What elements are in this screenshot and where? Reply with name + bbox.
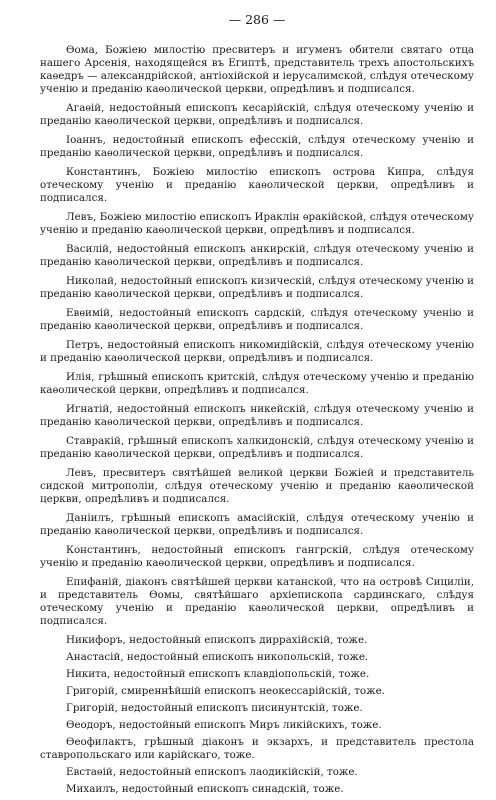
paragraph-ioann: Іоаннъ, недостойный епископъ ефесскій, слѣдуя отеческому ученію и преданію каѳолической церкви, опредѣливъ и подписался. <box>40 134 474 159</box>
paragraph-ignatius: Игнатій, недостойный епископъ никейскій, слѣдуя отеческому ученію и преданію каѳолической церкви, опредѣливъ и подписался. <box>40 403 474 428</box>
paragraph-gregory-neocaesarea: Григорій, смиреннѣйшій епископъ неокессарійскій, тоже. <box>66 685 385 697</box>
paragraph-nicholas: Николай, недостойный епископъ кизическій, слѣдуя отеческому ученію и преданію каѳолической церкви, опредѣливъ и подписался. <box>40 275 474 300</box>
paragraph-nicetas: Никита, недостойный епископъ клавдіопольскій, тоже. <box>66 668 370 680</box>
paragraph-elias: Илія, грѣшный епископъ критскій, слѣдуя отеческому ученію и преданію каѳолической церкви, опредѣливъ и подписался. <box>40 371 474 396</box>
paragraph-gregory-pessinus: Григорій, недостойный епископъ писинунтскій, тоже. <box>66 702 363 714</box>
page-number: — 286 — <box>228 12 286 27</box>
paragraph-constantine-cyprus: Константинъ, Божіею милостію епископъ острова Кипра, слѣдуя отеческому ученію и преданію каѳолической церкви, опредѣливъ и подписался. <box>40 166 474 204</box>
paragraph-thomas: Ѳома, Божіею милостію пресвитеръ и игуменъ обители святаго отца нашего Арсенія, находящейся въ Египтѣ, представитель трехъ апостольскихъ каѳедръ — александрійской, антіохійской и іерусалимской, слѣдуя отеческому ученію и преданію каѳолической церкви, опредѣливъ и подписался. <box>40 44 474 95</box>
paragraph-michael: Михаилъ, недостойный епископъ синадскій, тоже. <box>66 783 344 795</box>
paragraph-eustathius: Евстаѳій, недостойный епископъ лаодикійскій, тоже. <box>66 766 358 778</box>
paragraph-constantine-gangra: Константинъ, недостойный епископъ гангрскій, слѣдуя отеческому ученію и преданію каѳолической церкви, опредѣливъ и подписался. <box>40 544 474 569</box>
paragraph-epiphanius: Епифаній, діаконъ святѣйшей церкви катанской, что на островѣ Сициліи, и представитель Ѳомы, святѣйшаго архіепископа сардинскаго, слѣдуя отеческому ученію и преданію каѳолической церкви, опредѣливъ и подписался. <box>40 576 474 627</box>
paragraph-theodore: Ѳеодоръ, недостойный епископъ Миръ ликійскихъ, тоже. <box>66 719 382 731</box>
paragraph-leo-presbyter: Левъ, пресвитеръ святѣйшей великой церкви Божіей и представитель сидской митрополіи, слѣдуя отеческому ученію и преданію каѳолической церкви, опредѣливъ и подписался. <box>40 467 474 505</box>
paragraph-daniel: Даніилъ, грѣшный епископъ амасійскій, слѣдуя отеческому ученію и преданію каѳолической церкви, опредѣливъ и подписался. <box>40 512 474 537</box>
paragraph-stauracius: Ставракій, грѣшный епископъ халкидонскій, слѣдуя отеческому ученію и преданію каѳолической церкви, опредѣливъ и подписался. <box>40 435 474 460</box>
paragraph-nicephorus: Никифоръ, недостойный епископъ диррахійскій, тоже. <box>66 634 368 646</box>
paragraph-leo-heraclea: Левъ, Божіею милостію епископъ Ираклін ѳракійской, слѣдуя отеческому ученію и преданію каѳолической церкви, опредѣливъ и подписался. <box>40 211 474 236</box>
paragraph-basil: Василій, недостойный епископъ анкирскій, слѣдуя отеческому ученію и преданію каѳолической церкви, опредѣливъ и подписался. <box>40 243 474 268</box>
paragraph-anastasius: Анастасій, недостойный епископъ никопольскій, тоже. <box>66 651 369 663</box>
paragraph-theophylact: Ѳеофилактъ, грѣшный діаконъ и экзархъ, и представитель престола ставропольскаго или карійскаго, тоже. <box>40 736 474 761</box>
paragraph-agathius: Агаѳій, недостойный епископъ кесарійскій, слѣдуя отеческому ученію и преданію каѳолической церкви, опредѣливъ и подписался. <box>40 102 474 127</box>
paragraph-peter: Петръ, недостойный епископъ никомидійскій, слѣдуя отеческому ученію и преданію каѳолической церкви, опредѣливъ и подписался. <box>40 339 474 364</box>
paragraph-euthymius: Евѳимій, недостойный епископъ сардскій, слѣдуя отеческому ученію и преданію каѳолической церкви, опредѣливъ и подписался. <box>40 307 474 332</box>
